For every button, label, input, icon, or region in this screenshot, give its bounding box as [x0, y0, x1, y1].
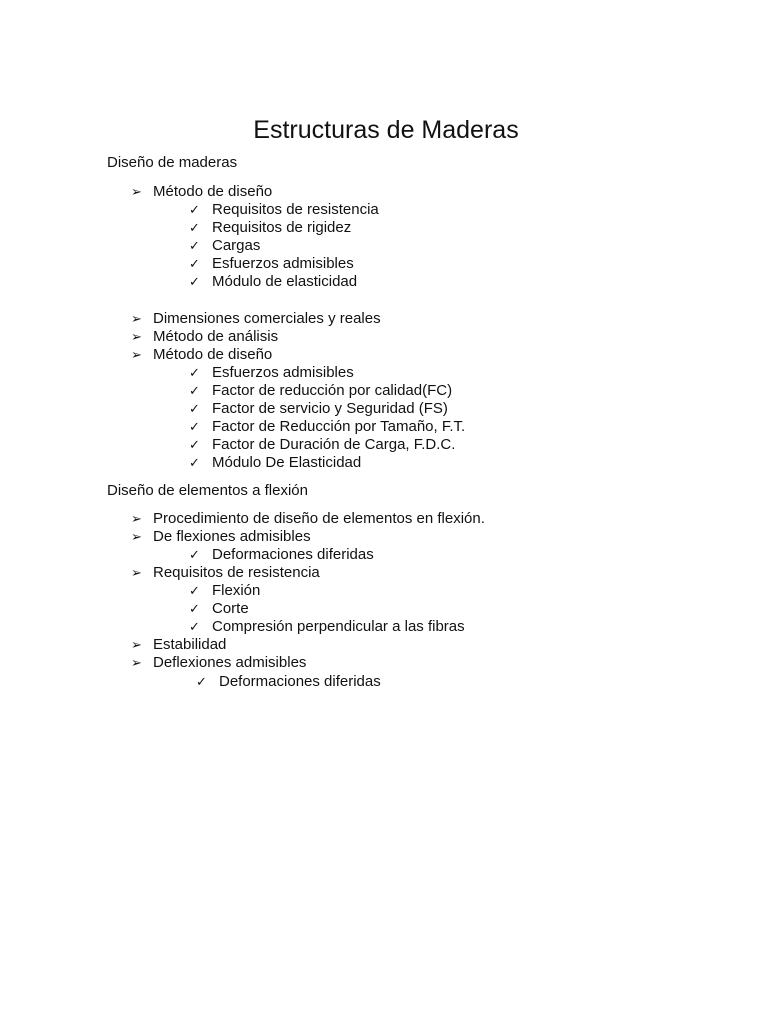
list-item	[131, 510, 485, 528]
list-item	[131, 528, 311, 546]
document-title: Estructuras de Maderas	[253, 116, 519, 144]
sub-list-item-text: Flexión	[212, 582, 261, 599]
sub-list-item	[189, 454, 361, 472]
sub-list-item	[189, 400, 448, 418]
sub-list-item	[189, 273, 357, 291]
arrow-bullet-icon: ➢	[131, 637, 142, 652]
sub-list-item-text: Módulo de elasticidad	[212, 273, 358, 290]
sub-list-item-text: Corte	[212, 600, 249, 617]
check-bullet-icon: ✓	[189, 547, 200, 562]
sub-list-item-text: Factor de Duración de Carga, F.D.C.	[212, 436, 456, 453]
sub-list-item-text: Compresión perpendicular a las fibras	[212, 618, 465, 635]
arrow-bullet-icon: ➢	[131, 184, 142, 199]
list-item-text: Método de diseño	[153, 346, 273, 363]
sub-list-item	[189, 201, 379, 219]
sub-list-item-text: Esfuerzos admisibles	[212, 255, 354, 272]
sub-list-item	[189, 582, 260, 600]
list-item	[131, 183, 272, 201]
arrow-bullet-icon: ➢	[131, 347, 142, 362]
arrow-bullet-icon: ➢	[131, 511, 142, 526]
arrow-bullet-icon: ➢	[131, 529, 142, 544]
sub-list-item	[196, 673, 381, 691]
section-heading: Diseño de maderas	[107, 154, 238, 171]
list-item	[131, 346, 272, 364]
list-item	[131, 636, 226, 654]
check-bullet-icon: ✓	[189, 583, 200, 598]
check-bullet-icon: ✓	[196, 674, 207, 689]
sub-list-item	[189, 364, 354, 382]
list-item-text: De flexiones admisibles	[153, 528, 311, 545]
sub-list-item-text: Factor de servicio y Seguridad (FS)	[212, 400, 448, 417]
check-bullet-icon: ✓	[189, 401, 200, 416]
sub-list-item-text: Factor de reducción por calidad(FC)	[212, 382, 453, 399]
arrow-bullet-icon: ➢	[131, 311, 142, 326]
arrow-bullet-icon: ➢	[131, 655, 142, 670]
sub-list-item-text: Cargas	[212, 237, 261, 254]
sub-list-item	[189, 436, 455, 454]
sub-list-item	[189, 600, 249, 618]
sub-list-item	[189, 255, 354, 273]
list-item-text: Método de análisis	[153, 328, 279, 345]
check-bullet-icon: ✓	[189, 256, 200, 271]
check-bullet-icon: ✓	[189, 437, 200, 452]
list-item-text: Procedimiento de diseño de elementos en flexión.	[153, 510, 485, 527]
check-bullet-icon: ✓	[189, 383, 200, 398]
sub-list-item	[189, 237, 260, 255]
sub-list-item-text: Factor de Reducción por Tamaño, F.T.	[212, 418, 466, 435]
sub-list-item-text: Esfuerzos admisibles	[212, 364, 354, 381]
list-item	[131, 310, 381, 328]
check-bullet-icon: ✓	[189, 274, 200, 289]
list-item-text: Dimensiones comerciales y reales	[153, 310, 381, 327]
section-heading: Diseño de elementos a flexión	[107, 482, 308, 499]
list-item-text: Estabilidad	[153, 636, 227, 653]
list-item	[131, 564, 320, 582]
list-item-text: Requisitos de resistencia	[153, 564, 320, 581]
list-item-text: Método de diseño	[153, 183, 273, 200]
sub-list-item	[189, 618, 465, 636]
check-bullet-icon: ✓	[189, 419, 200, 434]
sub-list-item	[189, 219, 351, 237]
check-bullet-icon: ✓	[189, 601, 200, 616]
sub-list-item	[189, 546, 374, 564]
sub-list-item-text: Requisitos de resistencia	[212, 201, 379, 218]
list-item	[131, 654, 306, 672]
sub-list-item-text: Deformaciones diferidas	[212, 546, 374, 563]
check-bullet-icon: ✓	[189, 220, 200, 235]
list-item-text: Deflexiones admisibles	[153, 654, 307, 671]
arrow-bullet-icon: ➢	[131, 329, 142, 344]
check-bullet-icon: ✓	[189, 238, 200, 253]
sub-list-item-text: Deformaciones diferidas	[219, 673, 381, 690]
arrow-bullet-icon: ➢	[131, 565, 142, 580]
sub-list-item-text: Requisitos de rigidez	[212, 219, 352, 236]
sub-list-item	[189, 418, 465, 436]
check-bullet-icon: ✓	[189, 455, 200, 470]
check-bullet-icon: ✓	[189, 365, 200, 380]
check-bullet-icon: ✓	[189, 619, 200, 634]
check-bullet-icon: ✓	[189, 202, 200, 217]
list-item	[131, 328, 278, 346]
sub-list-item-text: Módulo De Elasticidad	[212, 454, 362, 471]
sub-list-item	[189, 382, 452, 400]
